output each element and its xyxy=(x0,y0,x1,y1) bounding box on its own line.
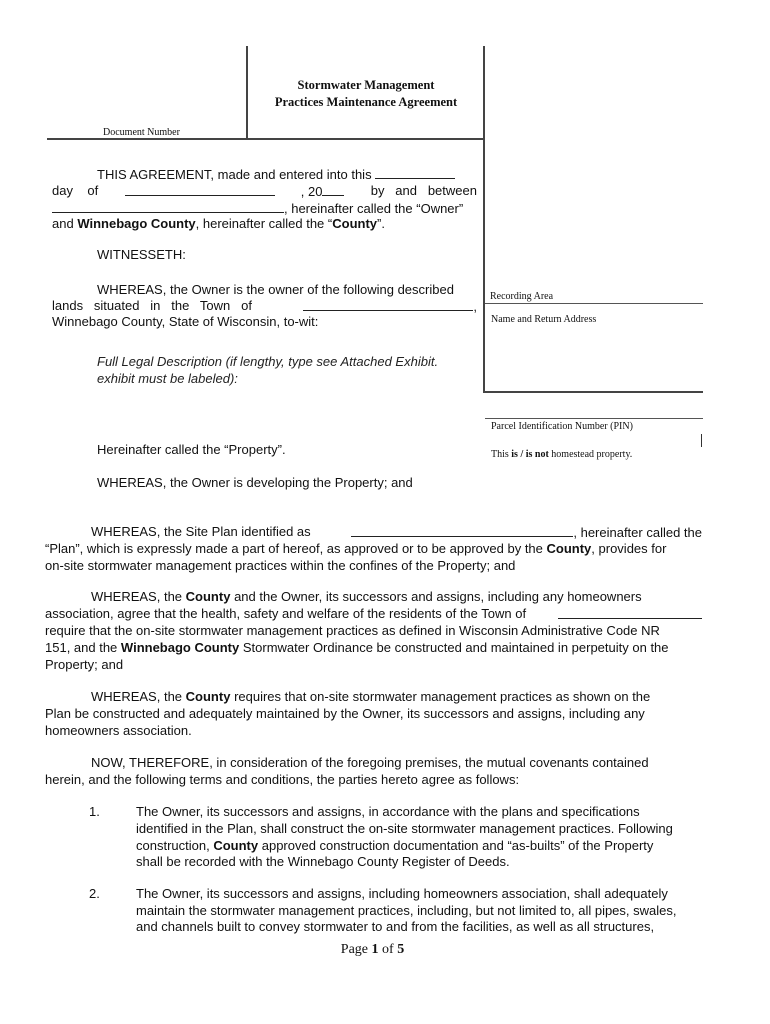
document-title-line2: Practices Maintenance Agreement xyxy=(274,95,458,109)
now-therefore-line1: NOW, THEREFORE, in consideration of the foregoing premises, the mutual covenants contained xyxy=(91,755,649,770)
pin-label: Parcel Identification Number (PIN) xyxy=(491,421,633,432)
by-between-text: by and between xyxy=(370,183,477,198)
page-footer xyxy=(0,942,745,958)
assign-line4-pre: 151, and the xyxy=(45,640,118,655)
county-word: County xyxy=(332,216,378,231)
site-plan-blank[interactable] xyxy=(351,523,573,537)
header-bottom-rule xyxy=(47,138,484,140)
plan-line2-county: County xyxy=(546,541,592,556)
recording-area-bottom-rule xyxy=(483,391,703,393)
whereas-owner-line1: WHEREAS, the Owner is the owner of the following described xyxy=(97,282,454,297)
document-title xyxy=(248,77,484,111)
town-blank-group: , xyxy=(303,297,477,315)
item2-line1: The Owner, its successors and assigns, including homeowners association, shall adequately xyxy=(136,886,668,901)
item1-line4: shall be recorded with the Winnebago County Register of Deeds. xyxy=(136,854,510,869)
assign-line4 xyxy=(45,639,702,656)
plan-line2-post: , provides for xyxy=(591,541,667,556)
owner-name-blank[interactable] xyxy=(52,199,284,213)
agreement-line2 xyxy=(52,182,477,200)
requires-line1-pre: WHEREAS, the xyxy=(91,689,183,704)
item1-number: 1. xyxy=(89,804,100,819)
hereinafter-property: Hereinafter called the “Property”. xyxy=(97,442,286,457)
assign-line3: require that the on-site stormwater management practices as defined in Wisconsin Administrative Code NR xyxy=(45,623,660,638)
witnesseth-heading: WITNESSETH: xyxy=(97,247,186,262)
item1-line3-pre: construction, xyxy=(136,838,210,853)
plan-intro-text: WHEREAS, the Site Plan identified as xyxy=(91,524,311,539)
document-title-line1: Stormwater Management xyxy=(297,78,435,92)
recording-area-rule xyxy=(485,303,703,304)
town-blank[interactable] xyxy=(303,297,473,311)
homestead-post: homestead property. xyxy=(551,449,633,460)
item1-line1: The Owner, its successors and assigns, in accordance with the plans and specifications xyxy=(136,804,640,819)
year-blank[interactable] xyxy=(322,182,344,196)
legal-desc-line2: exhibit must be labeled): xyxy=(97,371,238,386)
homestead-pre: This xyxy=(491,449,509,460)
item1-line3-post: approved construction documentation and “as-builts” of the Property xyxy=(261,838,654,853)
recording-area-label: Recording Area xyxy=(490,291,554,302)
county-name: Winnebago County xyxy=(77,216,196,231)
assign-line4-county: Winnebago County xyxy=(120,640,240,655)
legal-desc-line1: Full Legal Description (if lengthy, type see Attached Exhibit. xyxy=(97,354,439,369)
plan-blank-group xyxy=(351,523,702,541)
requires-line3: homeowners association. xyxy=(45,723,192,738)
plan-line3: on-site stormwater management practices within the confines of the Property; and xyxy=(45,558,516,573)
agreement-intro: THIS AGREEMENT, made and entered into this xyxy=(97,167,372,182)
item2-line2: maintain the stormwater management practices, including, but not limited to, all pipes, swales, xyxy=(136,903,677,918)
town-of-text: lands situated in the Town of xyxy=(52,298,252,313)
and-text: and xyxy=(52,216,74,231)
year-prefix: , 20 xyxy=(300,184,323,199)
assign-line1-pre: WHEREAS, the xyxy=(91,589,183,604)
whereas-owner-line3: Winnebago County, State of Wisconsin, to-wit: xyxy=(52,314,319,329)
assign-line5: Property; and xyxy=(45,657,124,672)
legal-description-prompt xyxy=(97,353,438,387)
plan-called-text: , hereinafter called the xyxy=(573,525,702,540)
assign-line1-post: and the Owner, its successors and assigns, including any homeowners xyxy=(234,589,642,604)
pin-rule xyxy=(485,418,703,419)
item1-line2: identified in the Plan, shall construct the on-site stormwater management practices. Following xyxy=(136,821,673,836)
assign-line4-post: Stormwater Ordinance be constructed and maintained in perpetuity on the xyxy=(242,640,669,655)
assign-line1-county: County xyxy=(185,589,231,604)
town-of-residents-blank[interactable] xyxy=(558,605,702,619)
of-word: of xyxy=(382,942,394,957)
requires-line1-post: requires that on-site stormwater management practices as shown on the xyxy=(234,689,651,704)
requires-line1-county: County xyxy=(185,689,231,704)
item1-line3-county: County xyxy=(213,838,259,853)
page-total: 5 xyxy=(397,942,405,957)
name-return-label: Name and Return Address xyxy=(491,314,597,325)
agreement-line4 xyxy=(52,215,385,232)
agreement-line1 xyxy=(97,165,455,183)
assign-line1 xyxy=(91,588,702,605)
year-group xyxy=(301,182,345,200)
plan-line2-pre: “Plan”, which is expressly made a part of hereof, as approved or to be approved by the xyxy=(45,541,543,556)
assign-line2 xyxy=(45,605,702,622)
plan-line2 xyxy=(45,540,702,557)
requires-line1 xyxy=(91,688,702,705)
county-called-post: ”. xyxy=(377,216,385,231)
owner-called-text: , hereinafter called the “Owner” xyxy=(284,201,464,216)
page-number: 1 xyxy=(371,942,379,957)
homestead-statement xyxy=(491,449,632,460)
homestead-choice: is / is not xyxy=(511,449,549,460)
requires-line2: Plan be constructed and adequately maintained by the Owner, its successors and assigns, including any xyxy=(45,706,645,721)
assign-line2-text: association, agree that the health, safety and welfare of the residents of the Town of xyxy=(45,606,527,621)
page-word: Page xyxy=(340,942,369,957)
item2-number: 2. xyxy=(89,886,100,901)
whereas-developing: WHEREAS, the Owner is developing the Property; and xyxy=(97,475,413,490)
month-blank[interactable] xyxy=(125,182,275,196)
date-blank[interactable] xyxy=(375,165,455,179)
item2-line3: and channels built to convey stormwater to and from the facilities, as well as all structures, xyxy=(136,919,655,934)
item1-line3 xyxy=(136,837,653,854)
document-number-label: Document Number xyxy=(103,127,180,138)
plan-line1 xyxy=(91,523,702,541)
now-therefore-line2: herein, and the following terms and conditions, the parties hereto agree as follows: xyxy=(45,772,520,787)
county-called-pre: , hereinafter called the “ xyxy=(195,216,333,231)
day-of-text: day of xyxy=(52,183,99,198)
pin-tick xyxy=(701,434,702,447)
